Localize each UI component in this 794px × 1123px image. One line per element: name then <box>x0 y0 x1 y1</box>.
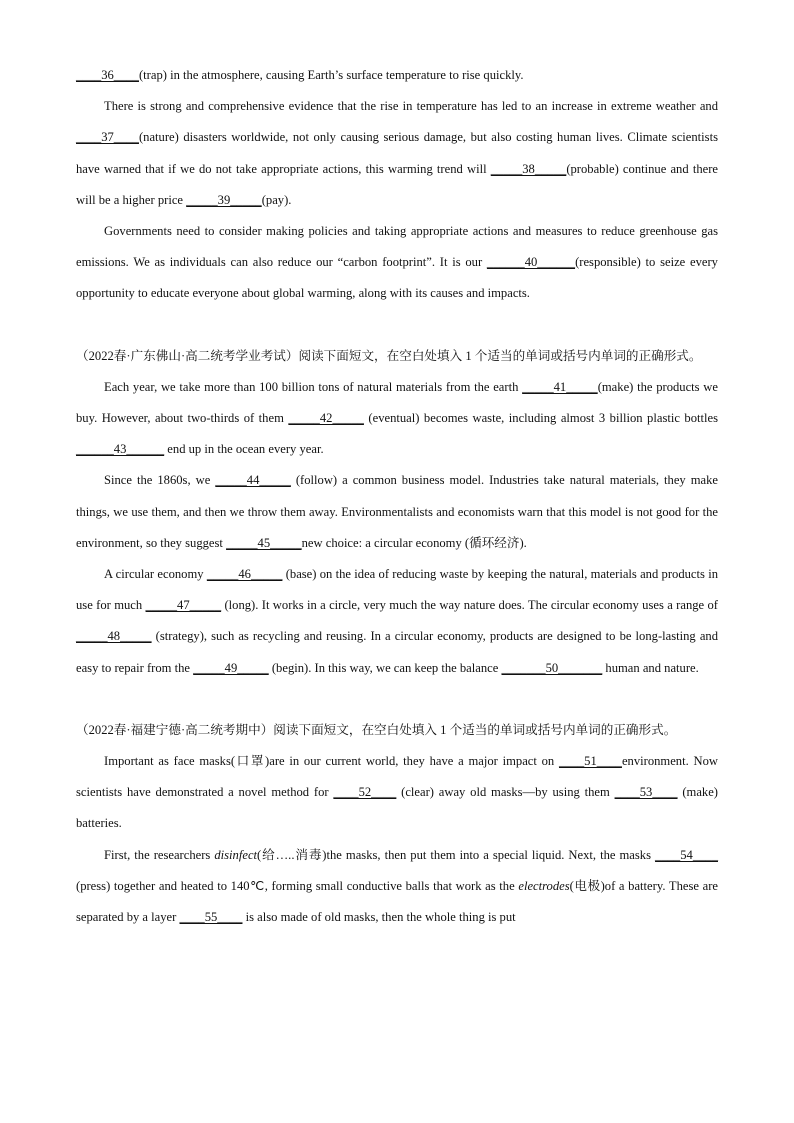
blank-40[interactable]: ______40______ <box>486 255 576 270</box>
blank-54[interactable]: ____54____ <box>655 847 718 862</box>
blank-38[interactable]: _____38_____ <box>490 161 567 176</box>
blank-52[interactable]: ____52____ <box>333 785 397 800</box>
blank-45[interactable]: _____45_____ <box>226 535 302 550</box>
blank-46[interactable]: _____46_____ <box>206 567 283 582</box>
blank-47[interactable]: _____47_____ <box>145 598 222 613</box>
paragraph: Governments need to consider making policies and taking appropriate actions and measures to reduce greenhouse gas emissions. We as individuals can also reduce our “carbon footprint”. It is our ______40______(responsible) to seize every opportunity to educate everyone about global warming, along with its causes and impacts. <box>76 224 718 301</box>
paragraph: ____36____(trap) in the atmosphere, causing Earth’s surface temperature to rise quickly. <box>76 68 524 82</box>
blank-51[interactable]: ____51____ <box>558 754 622 769</box>
italic-term: electrodes <box>518 878 570 893</box>
paragraph: Since the 1860s, we _____44_____ (follow) a common business model. Industries take natural materials, they make things, we use them, and then we throw them away. Environmentalists and economists warn that this model is not good for the environment, so they suggest _____45_____new choice: a circular economy (循环经济). <box>76 473 718 550</box>
blank-39[interactable]: _____39_____ <box>186 192 262 207</box>
italic-term: disinfect <box>214 847 258 862</box>
paragraph: Each year, we take more than 100 billion tons of natural materials from the earth _____41_____(make) the products we buy. However, about two-thirds of them _____42_____ (eventual) becomes waste, including almost 3 billion plastic bottles ______43______ end up in the ocean every year. <box>76 379 718 457</box>
paragraph: There is strong and comprehensive evidence that the rise in temperature has led to an increase in extreme weather and ____37____(nature) disasters worldwide, not only causing serious damage, but also costing human lives. Climate scientists have warned that if we do not take appropriate actions, this warming trend will _____38_____(probable) continue and there will be a higher price _____39_____(pay). <box>76 99 718 207</box>
section-heading: （2022春·福建宁德·高二统考期中）阅读下面短文，在空白处填入 1 个适当的单词或括号内单词的正确形式。 <box>76 722 677 737</box>
blank-44[interactable]: _____44_____ <box>215 473 291 488</box>
blank-53[interactable]: ____53____ <box>614 785 678 800</box>
document-page <box>76 60 718 933</box>
blank-37[interactable]: ____37____ <box>76 130 139 145</box>
paragraph: A circular economy _____46_____ (base) on the idea of reducing waste by keeping the natural, materials and products in use for much _____47_____ (long). It works in a circle, very much the way nature does. The circular economy uses a range of _____48_____ (strategy), such as recycling and reusing. In a circular economy, products are designed to be long-lasting and easy to repair from the _____49_____ (begin). In this way, we can keep the balance _______50_______ human and nature. <box>76 567 718 675</box>
blank-41[interactable]: _____41_____ <box>522 379 598 394</box>
blank-48[interactable]: _____48_____ <box>76 629 152 644</box>
blank-43[interactable]: ______43______ <box>76 442 165 457</box>
blank-36[interactable]: ____36____ <box>76 68 139 82</box>
blank-50[interactable]: _______50_______ <box>501 660 603 675</box>
blank-49[interactable]: _____49_____ <box>193 660 269 675</box>
section-heading: （2022春·广东佛山·高二统考学业考试）阅读下面短文，在空白处填入 1 个适当的单词或括号内单词的正确形式。 <box>76 348 702 363</box>
blank-42[interactable]: _____42_____ <box>288 411 364 426</box>
paragraph: Important as face masks(口罩)are in our current world, they have a major impact on ____51____environment. Now scientists have demonstrated a novel method for ____52____ (clear) away old masks—by using them ____53____ (make) batteries. <box>76 754 718 831</box>
paragraph: First, the researchers disinfect(给…..消毒)the masks, then put them into a special liquid. Next, the masks ____54____ (press) together and heated to 140℃, forming small conductive balls that work as the electrodes(电极)of a battery. These are separated by a layer ____55____ is also made of old masks, then the whole thing is put <box>76 847 718 925</box>
blank-55[interactable]: ____55____ <box>179 910 243 925</box>
